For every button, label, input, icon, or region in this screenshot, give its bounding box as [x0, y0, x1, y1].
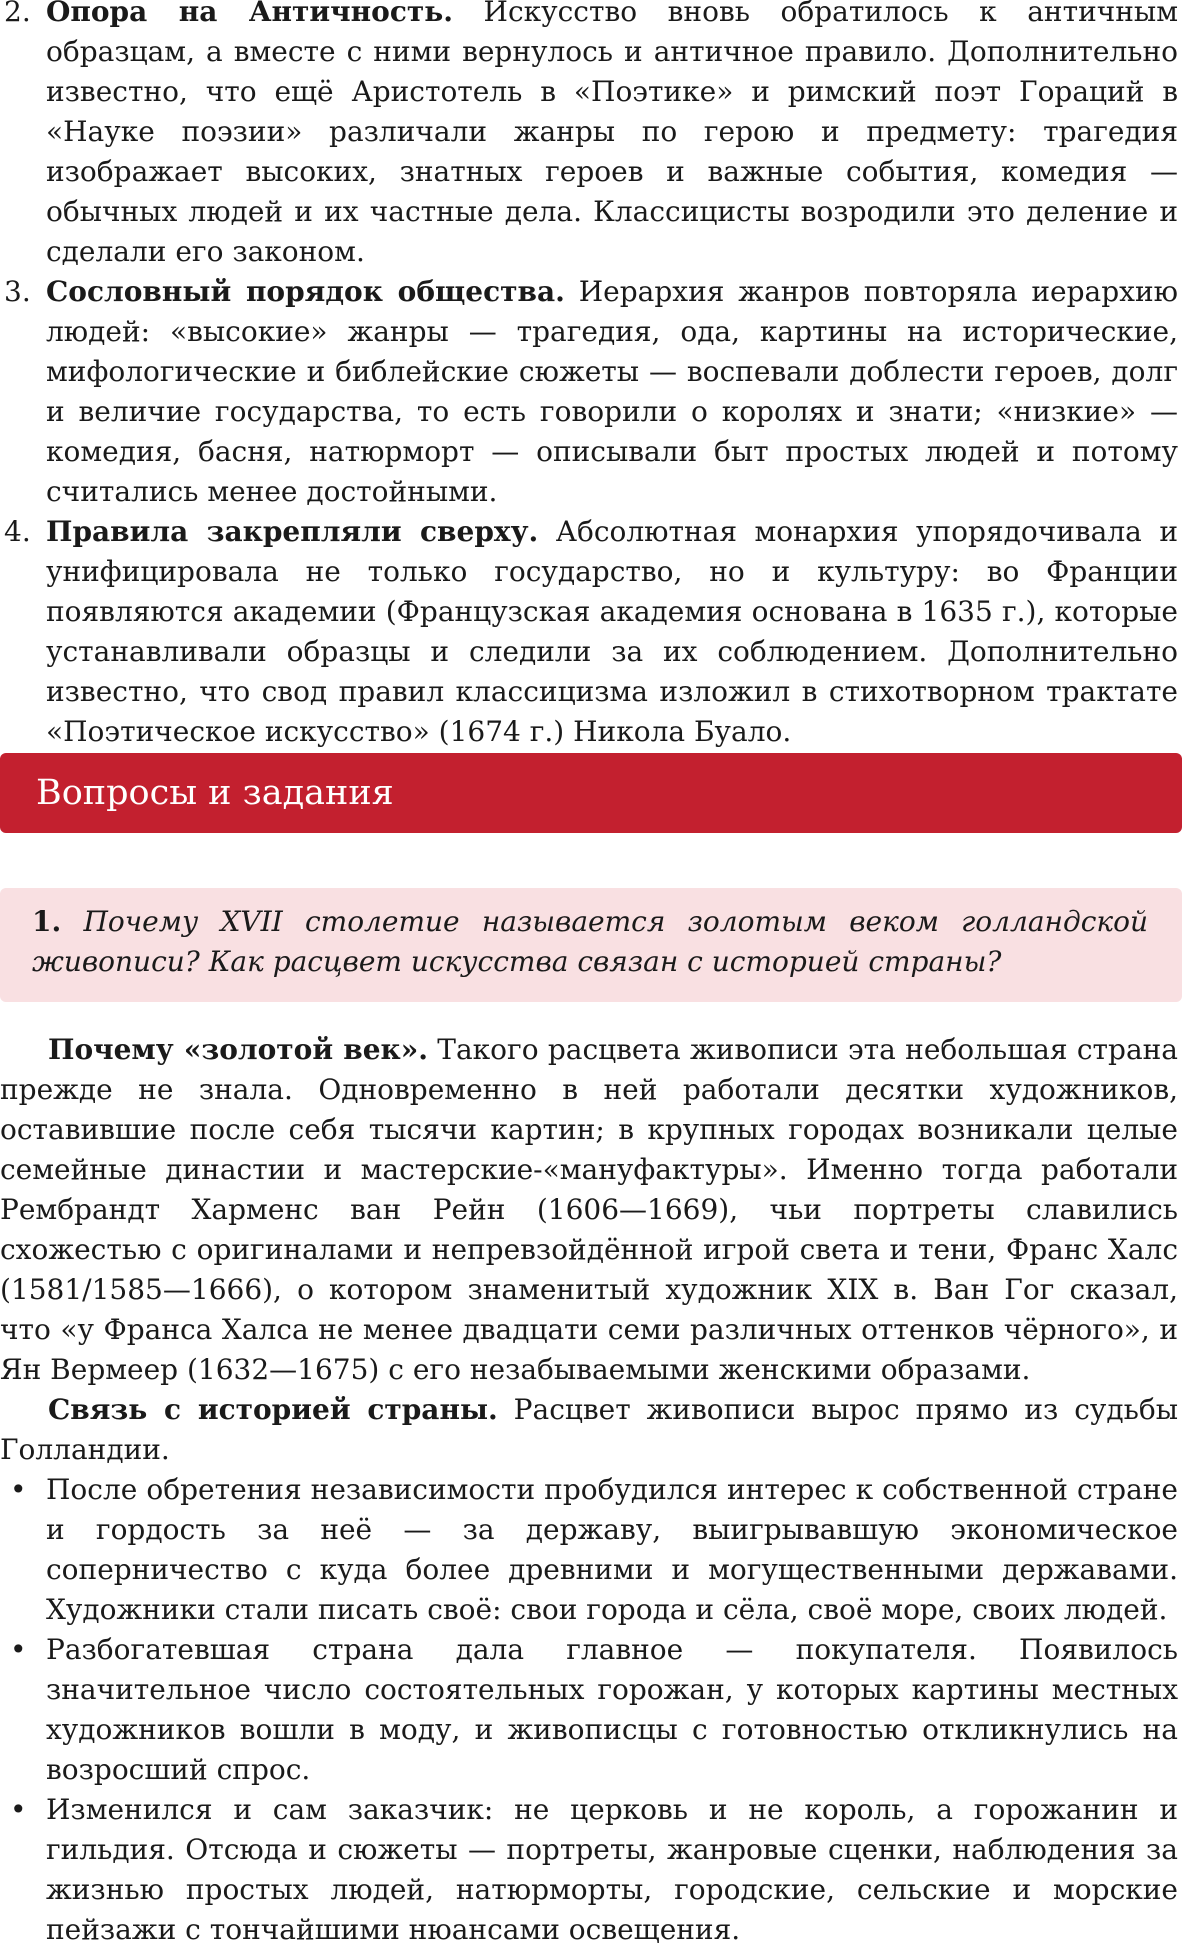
- answer-paragraph: [0, 1030, 1182, 1390]
- question-box: [0, 888, 1182, 1002]
- answer-paragraph: [0, 1390, 1182, 1470]
- list-item-title: Сословный порядок общества.: [46, 275, 565, 308]
- paragraph-lead: Почему «золотой век».: [48, 1033, 428, 1066]
- section-title: Вопросы и задания: [36, 773, 394, 813]
- paragraph-text: Расцвет живописи вырос прямо из судьбы Голландии.: [0, 1393, 1178, 1466]
- list-item: [0, 272, 1182, 512]
- bullet-icon: •: [10, 1473, 27, 1506]
- bullet-text: После обретения независимости пробудился интерес к собственной стране и гордость за неё — за державу, выигрывавшую экономическое соперничество с куда более древними и могущественными державами. Художники стали писать своё: свои города и сёла, своё море, своих людей.: [46, 1473, 1178, 1626]
- bullet-text: Изменился и сам заказчик: не церковь и не король, а горожанин и гильдия. Отсюда и сюжеты — портреты, жанровые сценки, наблюдения за жизнью простых людей, натюрморты, городские, сельские и морские пейзажи с тончайшими нюансами освещения.: [46, 1793, 1178, 1946]
- question-number: 1.: [32, 905, 62, 938]
- bullet-item: [0, 1630, 1182, 1790]
- bullet-list: [0, 1470, 1182, 1950]
- bullet-icon: •: [10, 1633, 27, 1666]
- answer-block: [0, 1030, 1182, 1950]
- list-item: [0, 0, 1182, 272]
- list-item: [0, 512, 1182, 752]
- list-item-title: Опора на Античность.: [46, 0, 453, 28]
- paragraph-text: Такого расцвета живописи эта небольшая страна прежде не знала. Одновременно в ней работали десятки художников, оставившие после себя тысячи картин; в крупных городах возникали целые семейные династии и мастерские-«мануфактуры». Именно тогда работали Рембрандт Харменс ван Рейн (1606—1669), чьи портреты славились схожестью с оригиналами и непревзойдённой игрой света и тени, Франс Халс (1581/1585—1666), о котором знаменитый художник XIX в. Ван Гог сказал, что «у Франса Халса не менее двадцати семи различных оттенков чёрного», и Ян Вермеер (1632—1675) с его незабываемыми женскими образами.: [0, 1033, 1178, 1386]
- list-item-text: Иерархия жанров повторяла иерархию людей: «высокие» жанры — трагедия, ода, картины на исторические, мифологические и библейские сюжеты — воспевали доблести героев, долг и величие государства, то есть говорили о королях и знати; «низкие» — комедия, басня, натюрморт — описывали быт простых людей и потому считались менее достойными.: [46, 275, 1178, 508]
- bullet-icon: •: [10, 1793, 27, 1826]
- question: [32, 902, 1148, 982]
- list-item-number: 2.: [4, 0, 31, 28]
- bullet-item: [0, 1790, 1182, 1950]
- bullet-item: [0, 1470, 1182, 1630]
- list-item-title: Правила закрепляли сверху.: [46, 515, 539, 548]
- list-item-number: 4.: [4, 515, 31, 548]
- section-header: [0, 753, 1182, 833]
- question-text: Почему XVII столетие называется золотым веком голландской живописи? Как расцвет искусства связан с историей страны?: [32, 905, 1148, 978]
- list-item-number: 3.: [4, 275, 31, 308]
- list-item-text: Искусство вновь обратилось к античным образцам, а вместе с ними вернулось и античное правило. Дополнительно известно, что ещё Аристотель в «Поэтике» и римский поэт Гораций в «Науке поэзии» различали жанры по герою и предмету: трагедия изображает высоких, знатных героев и важные события, комедия — обычных людей и их частные дела. Классицисты возродили это деление и сделали его законом.: [46, 0, 1178, 268]
- paragraph-lead: Связь с историей страны.: [48, 1393, 498, 1426]
- numbered-list: [0, 0, 1182, 752]
- list-item-text: Абсолютная монархия упорядочивала и унифицировала не только государство, но и культуру: во Франции появляются академии (Французская академия основана в 1635 г.), которые устанавливали образцы и следили за их соблюдением. Дополнительно известно, что свод правил классицизма изложил в стихотворном трактате «Поэтическое искусство» (1674 г.) Никола Буало.: [46, 515, 1178, 748]
- bullet-text: Разбогатевшая страна дала главное — покупателя. Появилось значительное число состоятельных горожан, у которых картины местных художников вошли в моду, и живописцы с готовностью откликнулись на возросший спрос.: [46, 1633, 1178, 1786]
